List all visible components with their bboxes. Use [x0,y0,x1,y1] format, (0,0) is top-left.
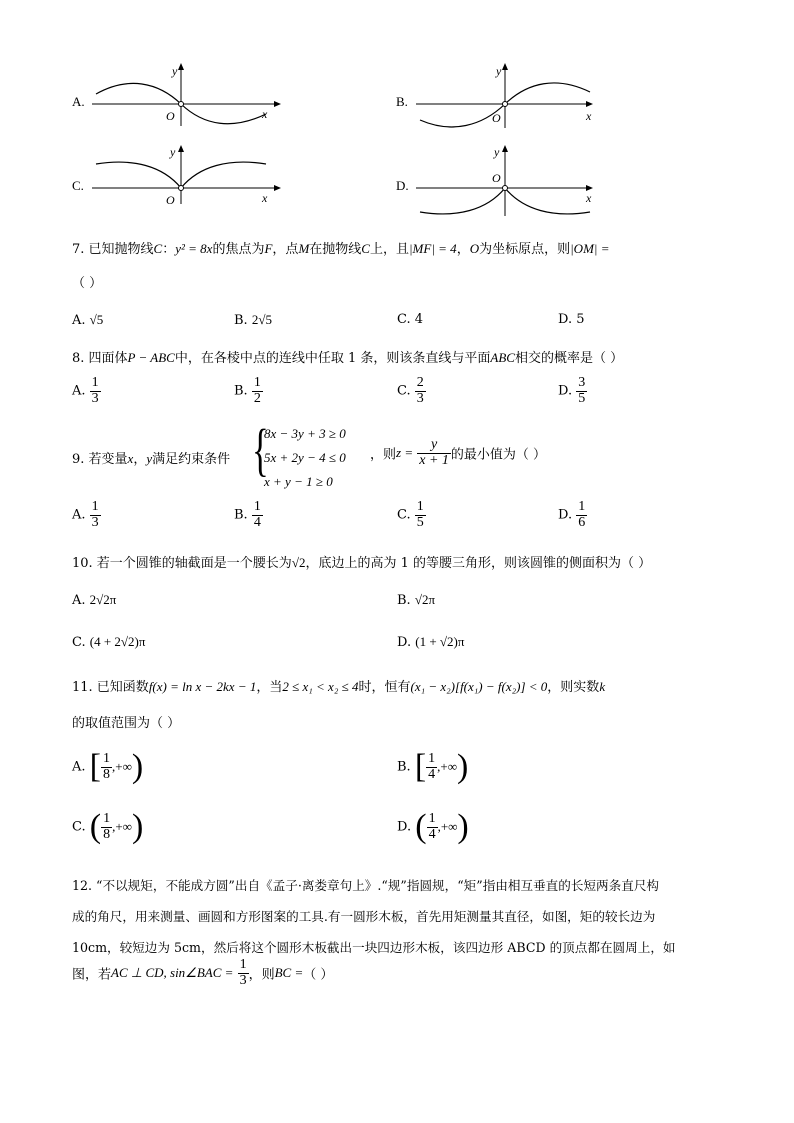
x-axis-label: x [262,107,268,121]
q7-text: 在抛物线 [309,242,362,257]
q9-option-d: D. $\frac{1}{6}$ [558,499,586,530]
x-axis-label: x [262,191,268,205]
q9-constraint-3: x + y − 1 ≥ 0 [264,474,333,489]
q9-stem-start: 9. 若变量x，y满足约束条件 [72,451,231,467]
q7-option-a: A. √5 [72,312,104,328]
q7-text: 为坐标原点，则 [479,242,571,257]
q7-parabola-equation: y² = 8x [175,241,213,256]
option-c-label: C. [72,178,84,193]
graph-c [88,142,288,210]
q7-stem [72,238,610,257]
graph-d [412,142,612,218]
q7-point-m: M [298,241,310,256]
q7-question: |OM| = [570,241,610,256]
q12-stem [72,870,676,963]
x-axis-label: x [586,191,592,205]
origin-label: O [492,171,501,185]
q11-option-d: D. ( $\frac{1}{4}$ ,+∞) [397,808,469,845]
q7-focus: F [264,241,273,256]
q9-constraints [264,422,346,494]
q8-stem: 8. 四面体P − ABC中，在各棱中点的连线中任取 1 条，则该条直线与平面ABC相交的概率是（ ） [72,350,624,366]
option-d-label: D. [396,178,409,193]
q8-tetrahedron: P − ABC [127,350,175,365]
graph-b [412,60,612,132]
q11-stem: 11. 已知函数f(x) = ln x − 2kx − 1，当2 ≤ x₁ < x₂ ≤ 4时，恒有(x₁ − x₂)[f(x₁) − f(x₂)] < 0，则实数k [72,679,606,695]
origin-label: O [166,109,175,123]
y-axis-label: y [496,64,502,78]
q11-option-c: C. ( $\frac{1}{8}$ ,+∞) [72,808,144,845]
q7-colon: ： [162,242,176,257]
y-axis-label: y [170,145,176,159]
q7-origin: O [469,241,480,256]
q8-plane: ABC [490,350,515,365]
q10-option-b: B. √2π [397,592,436,608]
q9-constraint-1: 8x − 3y + 3 ≥ 0 [264,426,346,441]
x-arrow-icon [274,185,281,191]
graph-a [88,60,288,128]
q8-option-a: A. $\frac{1}{3}$ [72,375,99,406]
q7-text: ，点 [272,242,299,257]
origin-point [503,102,508,107]
q7-text: 上，且 [369,242,409,257]
q9-brace: { [252,417,269,482]
y-arrow-icon [502,145,508,152]
q10-stem: 10. 若一个圆锥的轴截面是一个腰长为√2，底边上的高为 1 的等腰三角形，则该圆锥的侧面积为（ ） [72,555,652,571]
q9-option-a: A. $\frac{1}{3}$ [72,499,99,530]
q12-condition: AC ⊥ CD, sin∠BAC = [111,965,234,981]
y-arrow-icon [178,63,184,70]
q7-option-b: B. 2√5 [234,312,272,328]
q10-option-a: A. 2√2π [72,592,117,608]
q7-answer-paren: （ ） [72,276,103,291]
y-arrow-icon [502,63,508,70]
origin-point [503,186,508,191]
q11-option-a: A. [ $\frac{1}{8}$ ,+∞) [72,748,144,785]
q7-parabola-name: C [153,241,163,256]
q11-inequality: (x₁ − x₂)[f(x₁) − f(x₂)] < 0 [410,679,548,694]
option-a-label: A. [72,94,85,109]
q7-text: 的焦点为 [212,242,265,257]
origin-label: O [166,193,175,207]
q11-domain: 2 ≤ x₁ < x₂ ≤ 4 [282,679,359,694]
q7-option-d: D. 5 [558,312,585,327]
x-arrow-icon [586,101,593,107]
q11-stem-cont: 的取值范围为（ ） [72,716,181,731]
q9-constraint-2: 5x + 2y − 4 ≤ 0 [264,450,346,465]
q9-option-c: C. $\frac{1}{5}$ [397,499,424,530]
q12-question: BC = [274,965,304,981]
q8-option-b: B. $\frac{1}{2}$ [234,375,261,406]
q10-option-d: D. (1 + √2)π [397,634,465,650]
y-arrow-icon [178,145,184,152]
q12-line-1: 12. “不以规矩，不能成方圆”出自《孟子·离娄章句上》.“规”指圆规，“矩”指由相互垂直的长短两条直尺构 [72,878,660,893]
origin-point [179,102,184,107]
q11-function: f(x) = ln x − 2kx − 1 [148,679,257,694]
q9-z: z = [396,445,414,461]
q7-text: ， [456,242,470,257]
origin-point [179,186,184,191]
y-axis-label: y [494,145,500,159]
q7-parabola-name: C [361,241,370,256]
y-axis-label: y [172,64,178,78]
q8-option-c: C. $\frac{2}{3}$ [397,375,424,406]
x-axis-label: x [586,109,592,123]
q7-option-c: C. 4 [397,312,424,327]
q8-option-d: D. $\frac{3}{5}$ [558,375,586,406]
q7-text: 7. 已知抛物线 [72,242,154,257]
q11-option-b: B. [ $\frac{1}{4}$ ,+∞) [397,748,469,785]
option-b-label: B. [396,94,408,109]
q10-option-c: C. (4 + 2√2)π [72,634,146,650]
q12-line-2: 成的角尺，用来测量、画圆和方形图案的工具.有一圆形木板，首先用矩测量其直径，如图，矩的较长边为 [72,909,656,924]
origin-label: O [492,111,501,125]
x-arrow-icon [274,101,281,107]
q12-line-4: 图，若AC ⊥ CD, sin∠BAC = $\frac{1}{3}$ ，则BC =（ ） [72,957,334,988]
q12-line-3: 10cm，较短边为 5cm，然后将这个圆形木板截出一块四边形木板，该四边形 ABCD 的顶点都在圆周上，如 [72,940,676,955]
q9-stem-end: ，则z = $\frac{y}{x + 1}$ 的最小值为（ ） [370,437,547,468]
q10-leg-length: √2 [291,555,306,570]
q7-condition: |MF| = 4 [408,241,457,256]
q9-option-b: B. $\frac{1}{4}$ [234,499,261,530]
